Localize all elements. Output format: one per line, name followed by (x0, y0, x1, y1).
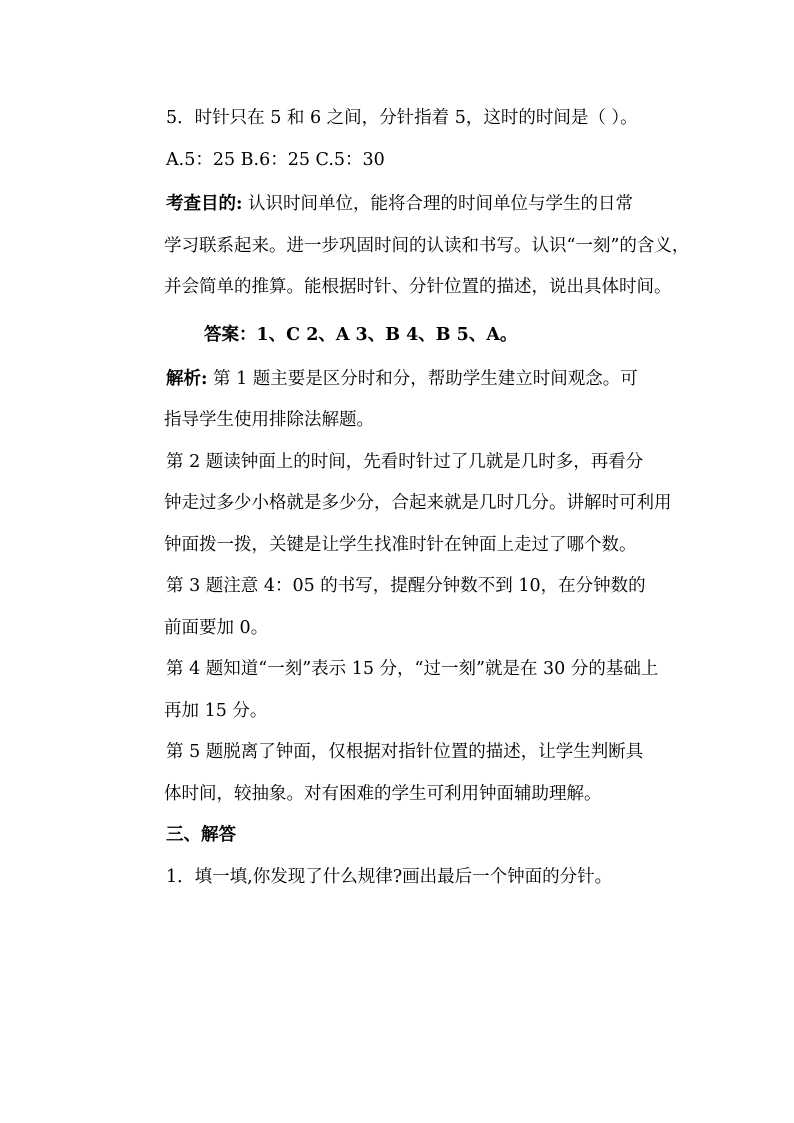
answer-label: 答案： (204, 324, 257, 345)
document-content (164, 104, 690, 891)
analysis-label: 解析: (166, 368, 208, 389)
analysis-p3-line-1: 第 3 题注意 4：05 的书写，提醒分钟数不到 10，在分钟数的 (166, 576, 646, 596)
section-3-title: 三、解答 (166, 825, 236, 845)
purpose-line-1: 认识时间单位，能将合理的时间单位与学生的日常 (242, 194, 634, 214)
analysis-paragraph-2 (164, 442, 672, 567)
answer-line (166, 321, 666, 349)
purpose-line-3: 并会简单的推算。能根据时针、分针位置的描述，说出具体时间。 (164, 277, 672, 297)
purpose-label: 考查目的: (166, 194, 243, 214)
analysis-paragraph-4 (166, 649, 666, 732)
analysis-p5-line-1: 第 5 题脱离了钟面，仅根据对指针位置的描述，让学生判断具 (166, 742, 644, 762)
analysis-p3-line-2: 前面要加 0。 (164, 617, 269, 638)
analysis-p2-line-2: 钟走过多少小格就是多少分，合起来就是几时几分。讲解时可利用 (164, 493, 672, 513)
question-5-stem: 5．时针只在 5 和 6 之间，分针指着 5，这时的时间是（ ）。 (166, 108, 638, 128)
analysis-paragraph-5 (166, 732, 666, 815)
analysis-paragraph-1 (166, 359, 666, 442)
analysis-p2-line-1: 第 2 题读钟面上的时间，先看时针过了几就是几时多，再看分 (166, 451, 644, 472)
analysis-p1-line-1: 第 1 题主要是区分时和分，帮助学生建立时间观念。可 (207, 368, 638, 389)
analysis-paragraph-3 (166, 566, 666, 649)
purpose-paragraph (164, 184, 690, 309)
analysis-p4-line-2: 再加 15 分。 (164, 700, 268, 721)
question-5-options: A.5：25 B.6：25 C.5：30 (166, 150, 385, 170)
purpose-line-2: 学习联系起来。进一步巩固时间的认读和书写。认识“一刻”的含义， (164, 235, 690, 256)
answer-value: 1、C 2、A 3、B 4、B 5、A。 (256, 324, 518, 345)
analysis-p5-line-2: 体时间，较抽象。对有困难的学生可利用钟面辅助理解。 (164, 783, 602, 804)
analysis-p1-line-2: 指导学生使用排除法解题。 (164, 410, 374, 430)
analysis-p2-line-3: 钟面拨一拨，关键是让学生找准时针在钟面上走过了哪个数。 (164, 534, 637, 555)
section-3-question-1: 1．填一填,你发现了什么规律?画出最后一个钟面的分针。 (166, 867, 613, 887)
analysis-p4-line-1: 第 4 题知道“一刻”表示 15 分，“过一刻”就是在 30 分的基础上 (166, 659, 659, 679)
